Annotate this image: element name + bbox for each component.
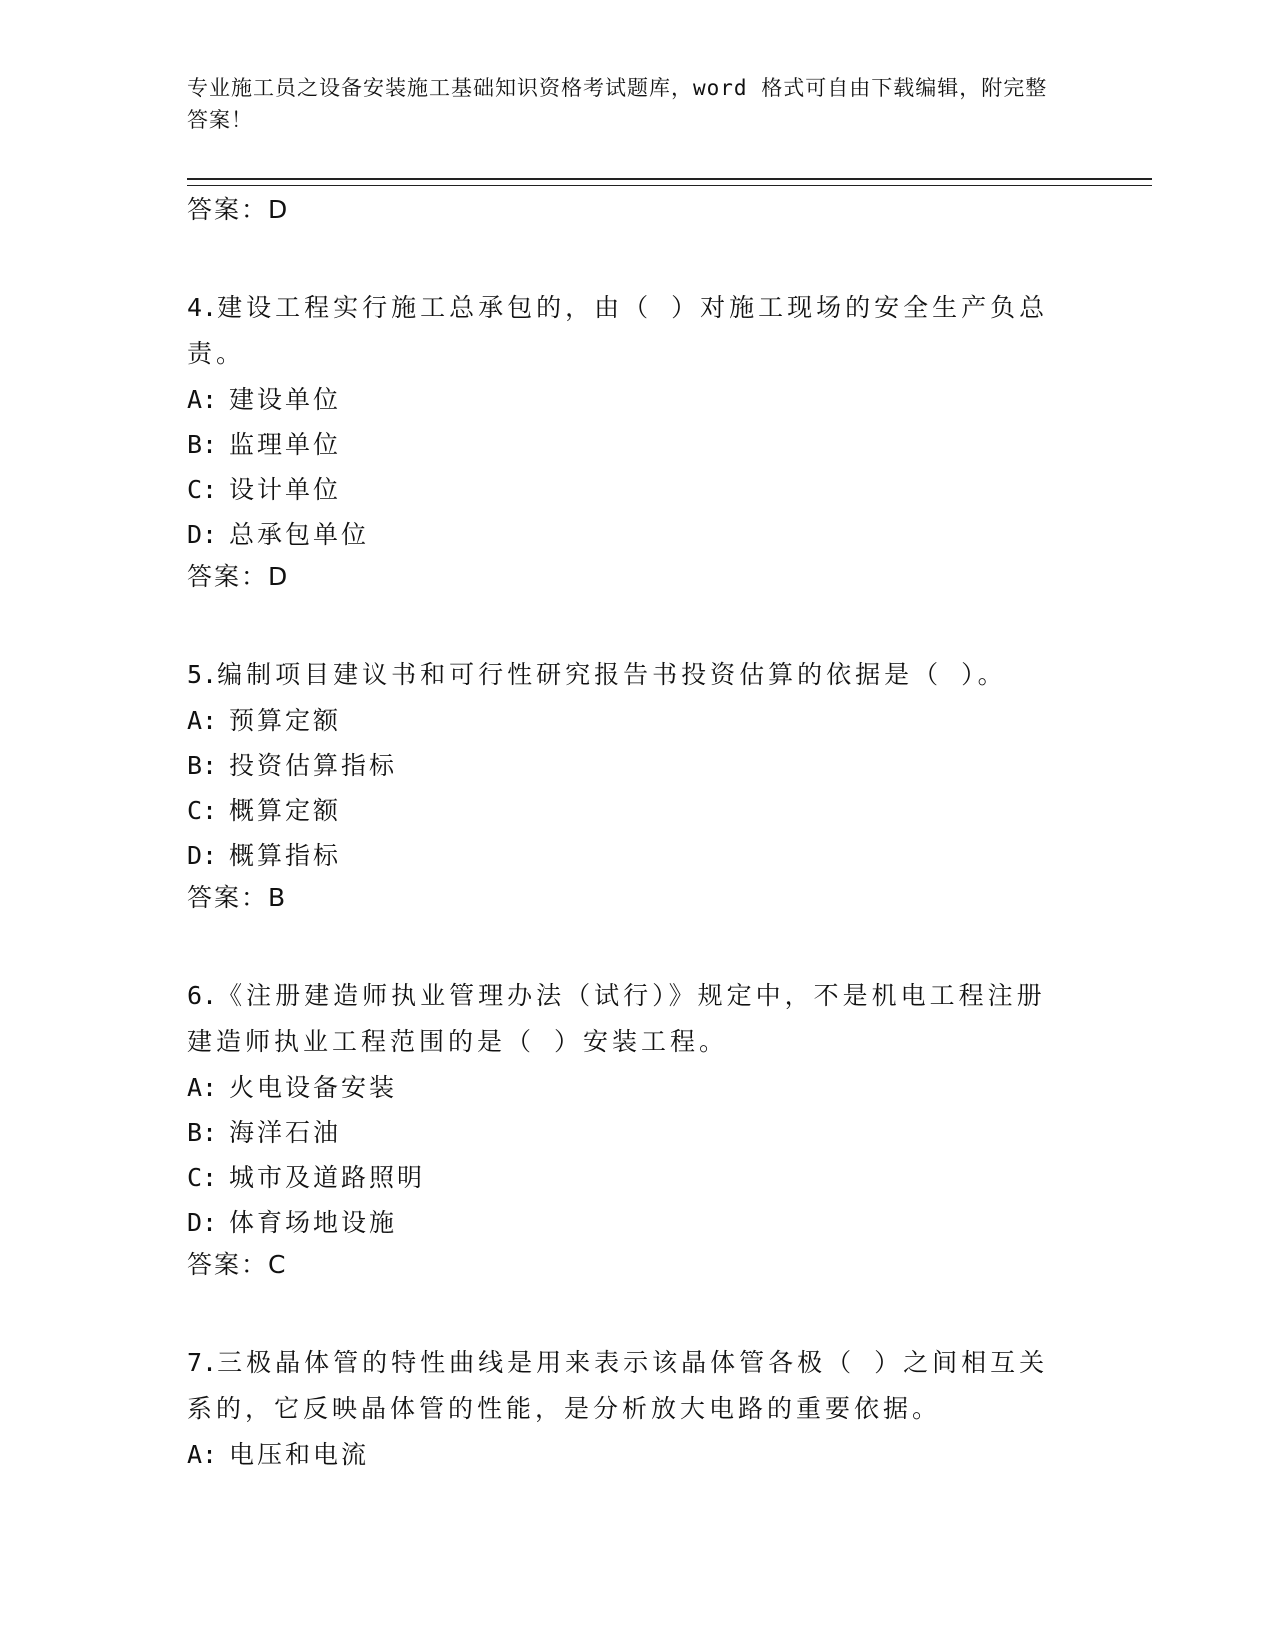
option-item bbox=[187, 698, 1087, 743]
answer-value: D bbox=[268, 562, 290, 591]
answer-line bbox=[187, 190, 1087, 230]
answer-label: 答案： bbox=[187, 883, 269, 912]
option-label: C: bbox=[187, 796, 218, 825]
option-text: 建设单位 bbox=[229, 385, 342, 414]
question-stem: 编制项目建议书和可行性研究报告书投资估算的依据是（ ）。 bbox=[217, 660, 1007, 689]
question-stem: 三极晶体管的特性曲线是用来表示该晶体管各极（ ）之间相互关系的，它反映晶体管的性能，是分析放大电路的重要依据。 bbox=[187, 1348, 1049, 1423]
header-divider bbox=[187, 178, 1152, 186]
option-item bbox=[187, 1155, 1087, 1200]
answer-value: C bbox=[268, 1250, 288, 1279]
answer-line bbox=[187, 557, 1087, 597]
option-label: A: bbox=[187, 706, 218, 735]
option-label: C: bbox=[187, 475, 218, 504]
option-label: B: bbox=[187, 430, 218, 459]
question-block bbox=[187, 652, 1087, 918]
option-text: 总承包单位 bbox=[229, 520, 370, 549]
question-stem: 《注册建造师执业管理办法（试行）》规定中，不是机电工程注册建造师执业工程范围的是（ ）安装工程。 bbox=[187, 981, 1046, 1056]
question-text bbox=[187, 973, 1067, 1065]
option-item bbox=[187, 512, 1087, 557]
option-text: 概算指标 bbox=[229, 841, 342, 870]
option-label: D: bbox=[187, 520, 218, 549]
answer-value: D bbox=[268, 195, 290, 224]
option-label: D: bbox=[187, 1208, 218, 1237]
question-block bbox=[187, 1340, 1087, 1477]
option-text: 投资估算指标 bbox=[229, 751, 398, 780]
document-body bbox=[187, 190, 1087, 1477]
option-item bbox=[187, 788, 1087, 833]
answer-label: 答案： bbox=[187, 1250, 269, 1279]
question-number: 5. bbox=[187, 660, 218, 689]
answer-value: B bbox=[268, 883, 288, 912]
option-item bbox=[187, 1065, 1087, 1110]
answer-label: 答案： bbox=[187, 562, 269, 591]
question-block bbox=[187, 285, 1087, 597]
answer-line bbox=[187, 1245, 1087, 1285]
option-label: B: bbox=[187, 1118, 218, 1147]
option-text: 火电设备安装 bbox=[229, 1073, 398, 1102]
option-item bbox=[187, 833, 1087, 878]
option-label: A: bbox=[187, 1073, 218, 1102]
option-item bbox=[187, 1200, 1087, 1245]
option-item bbox=[187, 1432, 1087, 1477]
question-stem: 建设工程实行施工总承包的，由（ ）对施工现场的安全生产负总责。 bbox=[187, 293, 1049, 368]
question-number: 4. bbox=[187, 293, 218, 322]
option-text: 城市及道路照明 bbox=[229, 1163, 426, 1192]
answer-label: 答案： bbox=[187, 195, 269, 224]
option-label: C: bbox=[187, 1163, 218, 1192]
page-header bbox=[187, 72, 1067, 136]
option-text: 设计单位 bbox=[229, 475, 342, 504]
option-text: 概算定额 bbox=[229, 796, 342, 825]
question-number: 7. bbox=[187, 1348, 218, 1377]
question-text bbox=[187, 652, 1067, 698]
option-text: 预算定额 bbox=[229, 706, 342, 735]
option-label: A: bbox=[187, 1440, 218, 1469]
option-item bbox=[187, 743, 1087, 788]
document-title: 专业施工员之设备安装施工基础知识资格考试题库，word 格式可自由下载编辑，附完整答案！ bbox=[187, 76, 1048, 132]
option-item bbox=[187, 1110, 1087, 1155]
option-item bbox=[187, 377, 1087, 422]
answer-line bbox=[187, 878, 1087, 918]
question-text bbox=[187, 1340, 1067, 1432]
option-text: 监理单位 bbox=[229, 430, 342, 459]
option-text: 体育场地设施 bbox=[229, 1208, 398, 1237]
option-label: D: bbox=[187, 841, 218, 870]
question-block bbox=[187, 973, 1087, 1285]
option-text: 海洋石油 bbox=[229, 1118, 342, 1147]
question-text bbox=[187, 285, 1067, 377]
option-item bbox=[187, 467, 1087, 512]
option-label: A: bbox=[187, 385, 218, 414]
option-item bbox=[187, 422, 1087, 467]
option-label: B: bbox=[187, 751, 218, 780]
option-text: 电压和电流 bbox=[229, 1440, 370, 1469]
question-number: 6. bbox=[187, 981, 218, 1010]
